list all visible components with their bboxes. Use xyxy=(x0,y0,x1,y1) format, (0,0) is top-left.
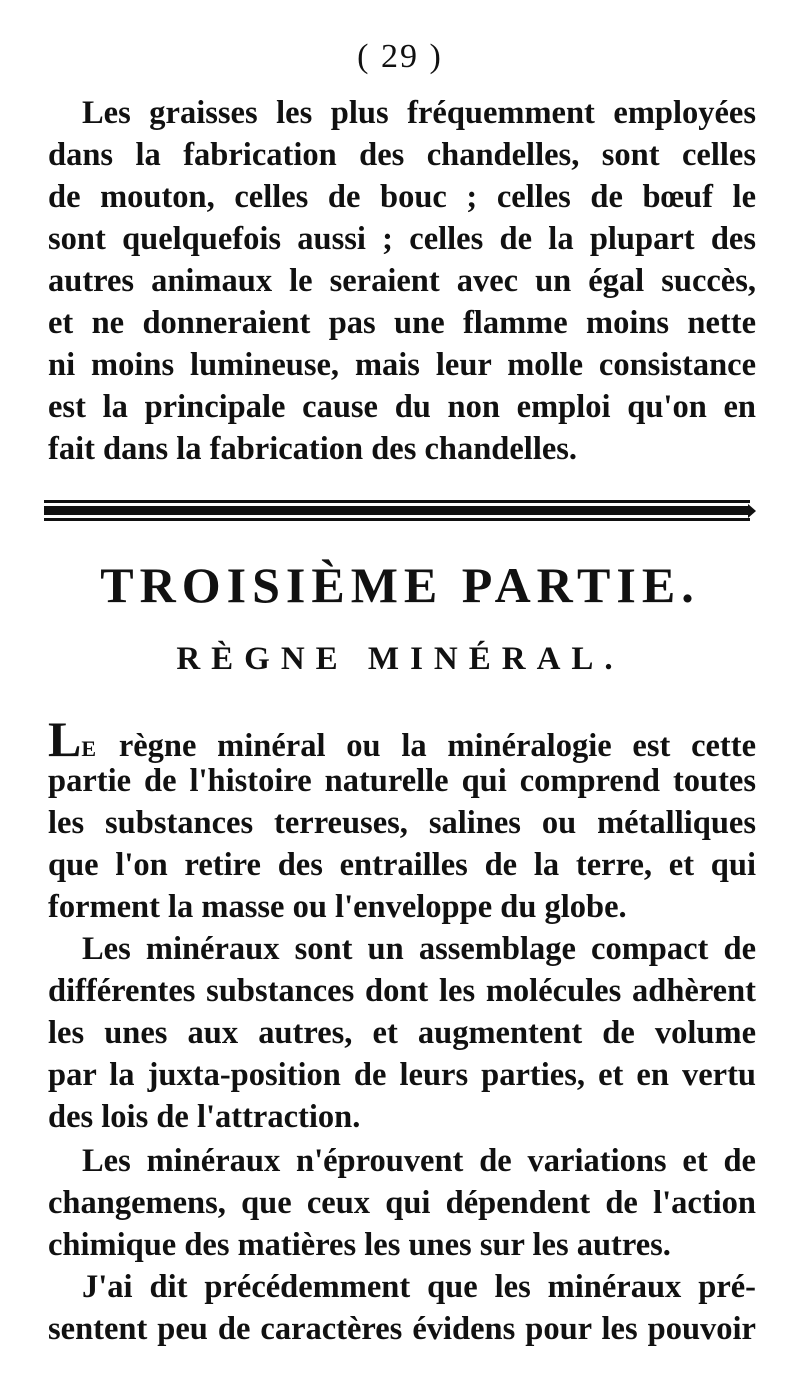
text-line: autres animaux le seraient avec un égal succès, xyxy=(48,263,756,299)
text-line: forment la masse ou l'enveloppe du globe. xyxy=(48,889,627,925)
text-line: Les minéraux sont un assemblage compact de xyxy=(82,931,756,967)
text-line: les unes aux autres, et augmentent de volume xyxy=(48,1015,756,1051)
paragraph-mineral-assemblage xyxy=(48,928,756,1138)
text-line: Les minéraux n'éprouvent de variations et de xyxy=(82,1143,756,1179)
text-line: que l'on retire des entrailles de la terre, et qui xyxy=(48,847,756,883)
paragraph-candle-fats xyxy=(48,92,756,470)
part-title: TROISIÈME PARTIE. xyxy=(100,557,700,613)
text-line: chimique des matières les unes sur les autres. xyxy=(48,1227,671,1263)
text-line: sentent peu de caractères évidens pour les pouvoir xyxy=(48,1311,756,1347)
divider-thin-line xyxy=(44,500,750,503)
text-line: Les graisses les plus fréquemment employées xyxy=(82,95,756,131)
drop-cap-letter: L xyxy=(48,711,82,767)
text-line: de mouton, celles de bouc ; celles de bœuf le xyxy=(48,179,756,215)
text-line: et ne donneraient pas une flamme moins nette xyxy=(48,305,756,341)
paragraph-mineral-variations xyxy=(48,1140,756,1266)
text-line-first xyxy=(48,711,756,767)
text-line: dans la fabrication des chandelles, sont celles xyxy=(48,137,756,173)
text-line: par la juxta-position de leurs parties, et en vertu xyxy=(48,1057,756,1093)
page-number: ( 29 ) xyxy=(357,38,443,75)
text-line: les substances terreuses, salines ou métalliques xyxy=(48,805,756,841)
text-line: des lois de l'attraction. xyxy=(48,1099,361,1135)
divider-thin-line xyxy=(44,518,750,521)
text-line: ni moins lumineuse, mais leur molle consistance xyxy=(48,347,756,383)
first-line-text: règne minéral ou la minéralogie est cette xyxy=(118,728,756,764)
text-line: fait dans la fabrication des chandelles. xyxy=(48,431,578,467)
text-line: différentes substances dont les molécules adhèrent xyxy=(48,973,756,1009)
text-line: est la principale cause du non emploi qu'on en xyxy=(48,389,756,425)
text-line: sont quelquefois aussi ; celles de la plupart des xyxy=(48,221,756,257)
divider-thick-line xyxy=(44,506,750,515)
text-line: partie de l'histoire naturelle qui comprend toutes xyxy=(48,763,756,799)
text-line: changemens, que ceux qui dépendent de l'action xyxy=(48,1185,756,1221)
small-caps-letter: E xyxy=(81,736,99,761)
section-title: RÈGNE MINÉRAL. xyxy=(176,641,624,677)
paragraph-mineral-characters xyxy=(48,1266,756,1350)
text-line: J'ai dit précédemment que les minéraux pré- xyxy=(82,1269,756,1305)
paragraph-mineral-kingdom xyxy=(48,711,756,928)
section-divider-rule xyxy=(44,500,756,522)
divider-end-ornament xyxy=(748,504,756,518)
